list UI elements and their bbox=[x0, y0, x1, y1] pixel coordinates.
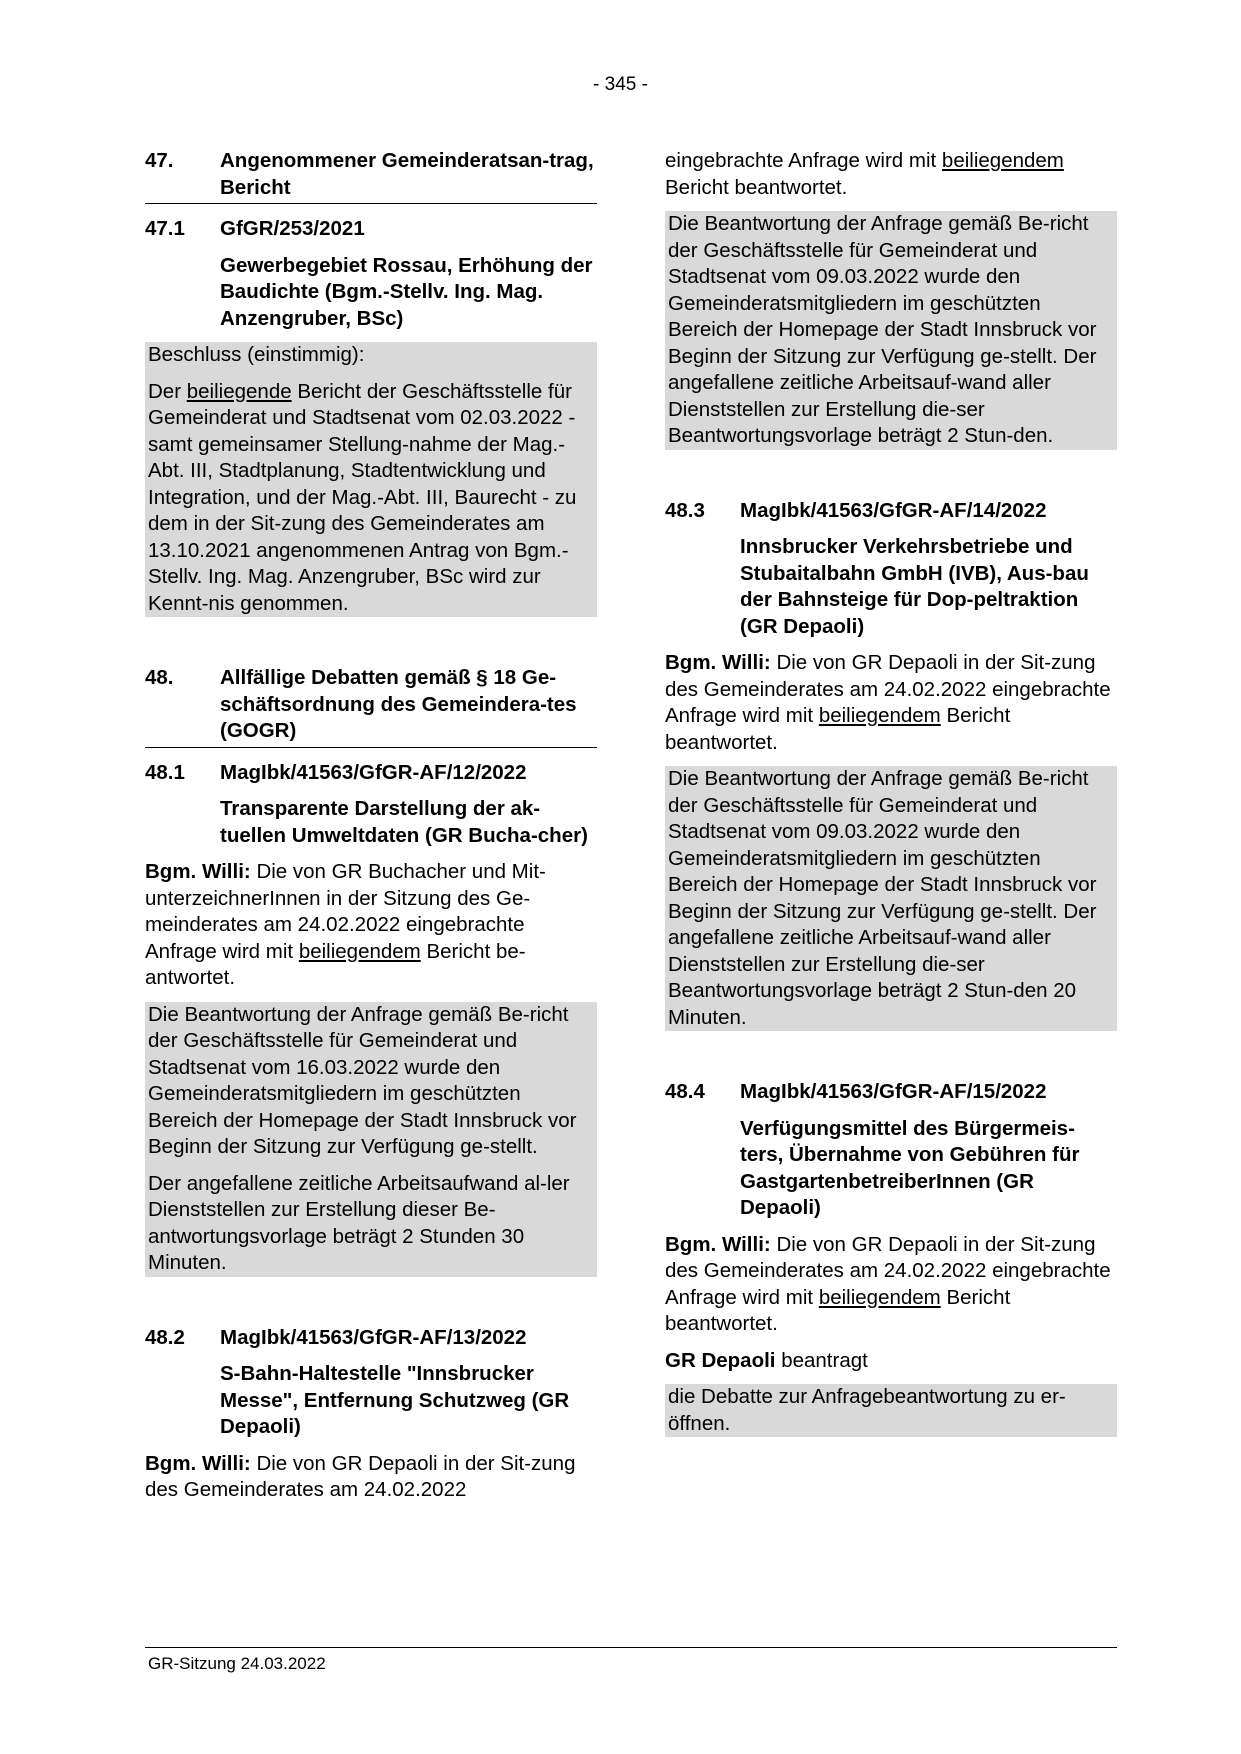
statement-post: Bericht be-antwortet. bbox=[145, 939, 526, 989]
speaker-bgm-willi: Bgm. Willi: bbox=[665, 1232, 771, 1256]
item-47-1-beschluss-label: Beschluss (einstimmig): bbox=[145, 342, 597, 369]
statement-pre: Die von GR Buchacher und Mit-unterzeichnerInnen in der Sitzung des Ge-meinderates am 24.02.2022 eingebrachte Anfrage wird mit bbox=[145, 860, 546, 963]
motion-verb: beantragt bbox=[781, 1348, 868, 1372]
left-column bbox=[145, 148, 597, 1504]
item-48-2-statement-continued bbox=[665, 148, 1117, 201]
item-48-1-statement bbox=[145, 859, 597, 992]
beiliegendem-underlined: beiliegendem bbox=[941, 149, 1064, 172]
item-47-1-subtitle: Gewerbegebiet Rossau, Erhöhung der Baudichte (Bgm.-Stellv. Ing. Mag. Anzengruber, BSc) bbox=[220, 253, 593, 330]
right-column bbox=[665, 148, 1117, 1437]
item-47-1-reference: GfGR/253/2021 bbox=[220, 217, 365, 240]
footer-text: GR-Sitzung 24.03.2022 bbox=[148, 1654, 326, 1673]
item-48-3-header bbox=[665, 498, 1117, 525]
section-47-number: 47. bbox=[145, 149, 174, 172]
item-48-2-subtitle: S-Bahn-Haltestelle "Innsbrucker Messe", Entfernung Schutzweg (GR Depaoli) bbox=[220, 1362, 570, 1438]
speaker-bgm-willi: Bgm. Willi: bbox=[665, 651, 771, 674]
section-48-title: Allfällige Debatten gemäß § 18 Ge-schäftsordnung des Gemeindera-tes (GOGR) bbox=[220, 666, 577, 742]
resolution-text-post: Bericht der Geschäftsstelle für Gemeinderat und Stadtsenat vom 02.03.2022 - samt gemeinsamer Stellung-nahme der Mag.-Abt. III, Stadtplanung, Stadtentwicklung und Integration, und der Mag.-Abt. III, Baurecht - zu dem in der Sit-zung des Gemeinderates am 13.10.2021 angenommenen Antrag von Bgm.-Stellv. Ing. Mag. Anzengruber, BSc wird zur Kennt-nis genommen. bbox=[148, 379, 577, 615]
resolution-text-pre: Der bbox=[148, 379, 182, 403]
statement-post: Bericht beantwortet. bbox=[665, 704, 1011, 754]
item-47-1-number: 47.1 bbox=[145, 217, 185, 240]
section-47-title: Angenommener Gemeinderatsan-trag, Bericht bbox=[220, 149, 594, 199]
section-48-header bbox=[145, 665, 597, 748]
item-48-2-header bbox=[145, 1325, 597, 1352]
item-48-1-answer: Die Beantwortung der Anfrage gemäß Be-richt der Geschäftsstelle für Gemeinderat und Stadtsenat vom 16.03.2022 wurde den Gemeinderatsmitgliedern im geschützten Bereich der Homepage der Stadt Innsbruck vor Beginn der Sitzung zur Verfügung ge-stellt. bbox=[145, 1002, 597, 1161]
statement-pre: Die von GR Depaoli in der Sit-zung des Gemeinderates am 24.02.2022 bbox=[145, 1451, 576, 1501]
section-47-header bbox=[145, 148, 597, 204]
item-48-4-motion-intro bbox=[665, 1348, 1117, 1375]
item-48-2-answer: Die Beantwortung der Anfrage gemäß Be-richt der Geschäftsstelle für Gemeinderat und Stadtsenat vom 09.03.2022 wurde den Gemeinderatsmitgliedern im geschützten Bereich der Homepage der Stadt Innsbruck vor Beginn der Sitzung zur Verfügung ge-stellt. Der angefallene zeitliche Arbeitsauf-wand aller Dienststellen zur Erstellung die-ser Beantwortungsvorlage beträgt 2 Stun-den. bbox=[665, 211, 1117, 450]
beiliegendem-underlined: beiliegendem bbox=[818, 1285, 941, 1309]
statement-post: Bericht beantwortet. bbox=[665, 1285, 1011, 1335]
item-48-2-reference: MagIbk/41563/GfGR-AF/13/2022 bbox=[220, 1325, 527, 1349]
item-48-1-effort: Der angefallene zeitliche Arbeitsaufwand al-ler Dienststellen zur Erstellung dieser Be-antwortungsvorlage beträgt 2 Stunden 30 Minuten. bbox=[145, 1161, 597, 1277]
item-47-1-header bbox=[145, 216, 597, 243]
beiliegendem-underlined: beiliegendem bbox=[818, 704, 941, 727]
statement-cont-post: Bericht beantwortet. bbox=[665, 175, 848, 199]
item-47-1-resolution-text bbox=[145, 369, 597, 618]
statement-pre: Die von GR Depaoli in der Sit-zung des Gemeinderates am 24.02.2022 eingebrachte Anfrage wird mit bbox=[665, 651, 1111, 727]
item-48-4-header bbox=[665, 1079, 1117, 1106]
item-48-2-statement bbox=[145, 1451, 597, 1504]
footer-divider bbox=[145, 1647, 1117, 1648]
item-48-1-number: 48.1 bbox=[145, 760, 185, 784]
item-48-3-reference: MagIbk/41563/GfGR-AF/14/2022 bbox=[740, 498, 1047, 522]
speaker-bgm-willi: Bgm. Willi: bbox=[145, 1451, 251, 1475]
statement-cont-pre: eingebrachte Anfrage wird mit bbox=[665, 149, 937, 172]
item-48-4-number: 48.4 bbox=[665, 1080, 705, 1103]
item-48-3-answer: Die Beantwortung der Anfrage gemäß Be-richt der Geschäftsstelle für Gemeinderat und Stadtsenat vom 09.03.2022 wurde den Gemeinderatsmitgliedern im geschützten Bereich der Homepage der Stadt Innsbruck vor Beginn der Sitzung zur Verfügung ge-stellt. Der angefallene zeitliche Arbeitsauf-wand aller Dienststellen zur Erstellung die-ser Beantwortungsvorlage beträgt 2 Stun-den 20 Minuten. bbox=[665, 766, 1117, 1031]
item-48-3-number: 48.3 bbox=[665, 498, 705, 522]
speaker-gr-depaoli: GR Depaoli bbox=[665, 1348, 776, 1372]
item-48-1-subtitle: Transparente Darstellung der ak-tuellen Umweltdaten (GR Bucha-cher) bbox=[220, 797, 588, 847]
item-48-4-motion: die Debatte zur Anfragebeantwortung zu er-öffnen. bbox=[665, 1384, 1117, 1437]
item-48-3-statement bbox=[665, 650, 1117, 756]
item-48-1-header bbox=[145, 760, 597, 787]
item-48-4-reference: MagIbk/41563/GfGR-AF/15/2022 bbox=[740, 1080, 1047, 1103]
speaker-bgm-willi: Bgm. Willi: bbox=[145, 860, 251, 883]
statement-pre: Die von GR Depaoli in der Sit-zung des Gemeinderates am 24.02.2022 eingebrachte Anfrage wird mit bbox=[665, 1232, 1111, 1309]
beiliegendem-underlined: beiliegendem bbox=[298, 939, 421, 963]
page-number: - 345 - bbox=[593, 74, 648, 95]
item-48-4-statement bbox=[665, 1232, 1117, 1338]
beiliegende-underlined: beiliegende bbox=[186, 379, 292, 403]
item-48-3-subtitle: Innsbrucker Verkehrsbetriebe und Stubaitalbahn GmbH (IVB), Aus-bau der Bahnsteige für Dop-peltraktion (GR Depaoli) bbox=[740, 535, 1089, 638]
section-48-number: 48. bbox=[145, 666, 174, 689]
item-48-2-number: 48.2 bbox=[145, 1325, 185, 1349]
item-48-1-reference: MagIbk/41563/GfGR-AF/12/2022 bbox=[220, 760, 527, 784]
item-48-4-subtitle: Verfügungsmittel des Bürgermeis-ters, Übernahme von Gebühren für GastgartenbetreiberInnen (GR Depaoli) bbox=[740, 1116, 1080, 1219]
